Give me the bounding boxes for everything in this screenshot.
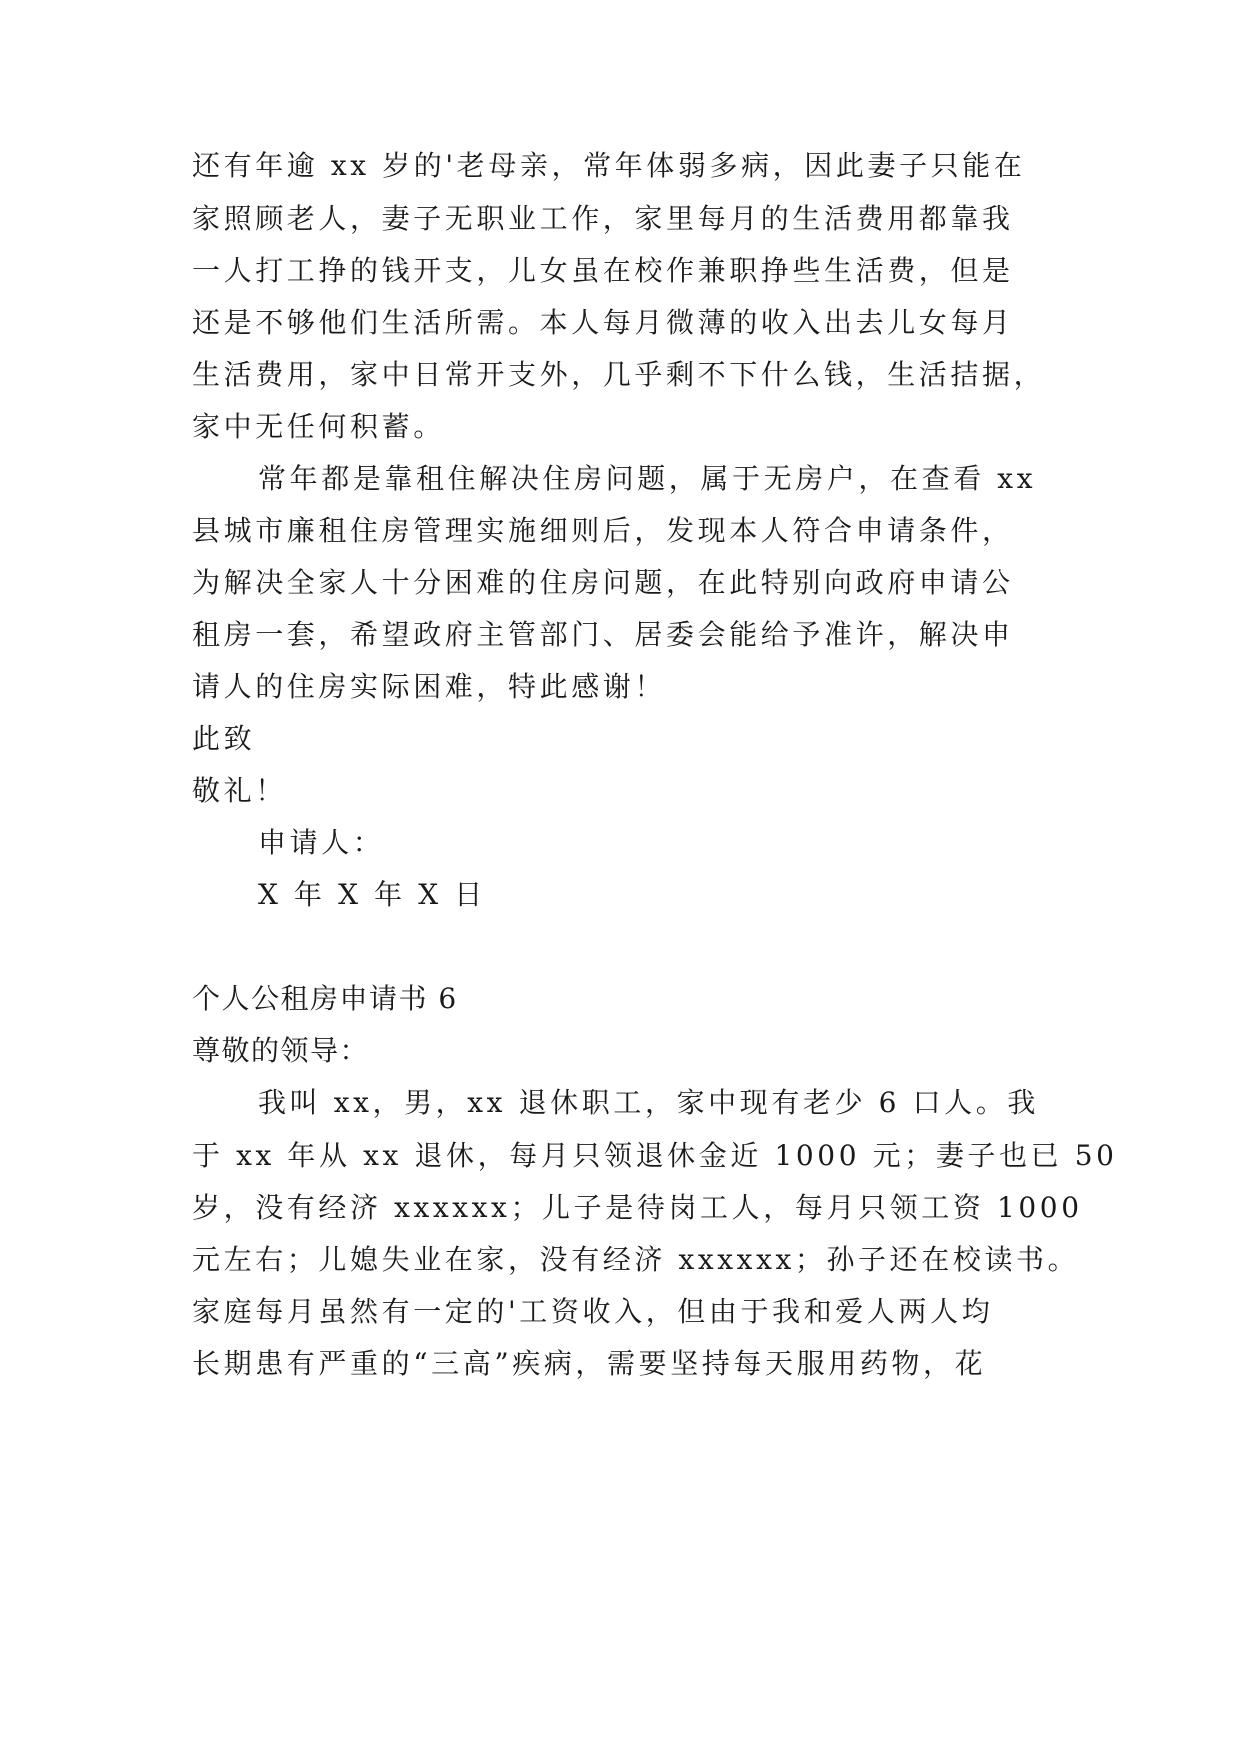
applicant-label: 申请人： xyxy=(258,826,385,859)
section-title: 个人公租房申请书 6 xyxy=(192,982,458,1015)
paragraph-line: 元左右；儿媳失业在家，没有经济 xxxxxx；孙子还在校读书。 xyxy=(192,1243,1080,1276)
paragraph-line: 于 xx 年从 xx 退休，每月只领退休金近 1000 元；妻子也已 50 xyxy=(192,1139,1118,1172)
paragraph-line: 还有年逾 xx 岁的'老母亲，常年体弱多病，因此妻子只能在 xyxy=(192,149,1026,182)
closing-salutation: 敬礼！ xyxy=(192,774,287,807)
paragraph-line: 请人的住房实际困难，特此感谢！ xyxy=(192,670,667,703)
paragraph-line: 家庭每月虽然有一定的'工资收入，但由于我和爱人两人均 xyxy=(192,1295,994,1328)
paragraph-line: 租房一套，希望政府主管部门、居委会能给予准许，解决申 xyxy=(192,618,1014,651)
paragraph-line: 常年都是靠租住解决住房问题，属于无房户，在查看 xx xyxy=(258,462,1037,495)
paragraph-line: 生活费用，家中日常开支外，几乎剩不下什么钱，生活拮据， xyxy=(192,358,1046,391)
paragraph-line: 我叫 xx，男，xx 退休职工，家中现有老少 6 口人。我 xyxy=(258,1086,1039,1119)
paragraph-line: 一人打工挣的钱开支，儿女虽在校作兼职挣些生活费，但是 xyxy=(192,254,1014,287)
date-line: X 年 X 年 X 日 xyxy=(258,878,486,911)
paragraph-line: 家照顾老人，妻子无职业工作，家里每月的生活费用都靠我 xyxy=(192,202,1014,235)
paragraph-line: 为解决全家人十分困难的住房问题，在此特别向政府申请公 xyxy=(192,566,1014,599)
paragraph-line: 岁，没有经济 xxxxxx；儿子是待岗工人，每月只领工资 1000 xyxy=(192,1191,1083,1224)
paragraph-line: 长期患有严重的“三高”疾病，需要坚持每天服用药物，花 xyxy=(192,1347,987,1380)
greeting: 尊敬的领导： xyxy=(192,1034,370,1067)
paragraph-line: 家中无任何积蓄。 xyxy=(192,410,445,443)
paragraph-line: 还是不够他们生活所需。本人每月微薄的收入出去儿女每月 xyxy=(192,306,1014,339)
closing-salutation: 此致 xyxy=(192,722,256,755)
paragraph-line: 县城市廉租住房管理实施细则后，发现本人符合申请条件， xyxy=(192,514,1014,547)
